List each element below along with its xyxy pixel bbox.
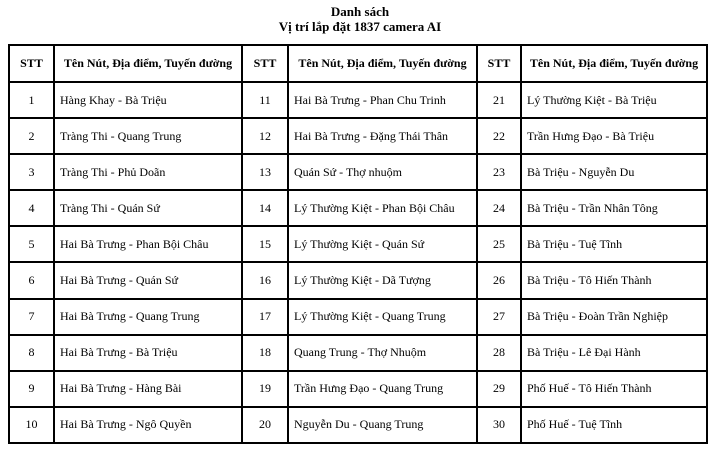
location-cell: Trần Hưng Đạo - Bà Triệu — [521, 118, 707, 154]
stt-cell: 27 — [477, 299, 521, 335]
location-cell: Hai Bà Trưng - Phan Chu Trinh — [288, 82, 477, 118]
location-cell: Hai Bà Trưng - Hàng Bài — [54, 371, 242, 407]
location-cell: Phố Huế - Tô Hiến Thành — [521, 371, 707, 407]
header-row — [9, 45, 707, 82]
location-cell: Trần Hưng Đạo - Quang Trung — [288, 371, 477, 407]
location-cell: Hai Bà Trưng - Quán Sứ — [54, 262, 242, 298]
stt-cell: 23 — [477, 154, 521, 190]
location-cell: Bà Triệu - Đoàn Trần Nghiệp — [521, 299, 707, 335]
stt-cell: 15 — [242, 226, 288, 262]
stt-cell: 17 — [242, 299, 288, 335]
stt-cell: 3 — [9, 154, 54, 190]
location-cell: Hai Bà Trưng - Phan Bội Châu — [54, 226, 242, 262]
table-row — [9, 190, 707, 226]
document-title — [0, 4, 720, 34]
stt-cell: 16 — [242, 262, 288, 298]
location-cell: Lý Thường Kiệt - Dã Tượng — [288, 262, 477, 298]
location-cell: Hàng Khay - Bà Triệu — [54, 82, 242, 118]
stt-cell: 19 — [242, 371, 288, 407]
table-row — [9, 371, 707, 407]
stt-cell: 13 — [242, 154, 288, 190]
camera-locations-table — [8, 44, 708, 444]
stt-cell: 18 — [242, 335, 288, 371]
stt-cell: 11 — [242, 82, 288, 118]
column-header-stt-1: STT — [9, 45, 54, 82]
stt-cell: 5 — [9, 226, 54, 262]
location-cell: Hai Bà Trưng - Bà Triệu — [54, 335, 242, 371]
table-row — [9, 82, 707, 118]
stt-cell: 26 — [477, 262, 521, 298]
location-cell: Quán Sứ - Thợ nhuộm — [288, 154, 477, 190]
location-cell: Lý Thường Kiệt - Quán Sứ — [288, 226, 477, 262]
stt-cell: 28 — [477, 335, 521, 371]
column-header-location-3: Tên Nút, Địa điểm, Tuyến đường — [521, 45, 707, 82]
column-header-location-1: Tên Nút, Địa điểm, Tuyến đường — [54, 45, 242, 82]
location-cell: Quang Trung - Thợ Nhuộm — [288, 335, 477, 371]
stt-cell: 9 — [9, 371, 54, 407]
stt-cell: 29 — [477, 371, 521, 407]
location-cell: Bà Triệu - Tuệ Tĩnh — [521, 226, 707, 262]
location-cell: Hai Bà Trưng - Ngô Quyền — [54, 407, 242, 443]
stt-cell: 12 — [242, 118, 288, 154]
table-row — [9, 299, 707, 335]
location-cell: Tràng Thi - Quán Sứ — [54, 190, 242, 226]
location-cell: Tràng Thi - Phủ Doãn — [54, 154, 242, 190]
table-row — [9, 154, 707, 190]
stt-cell: 8 — [9, 335, 54, 371]
stt-cell: 25 — [477, 226, 521, 262]
location-cell: Bà Triệu - Nguyễn Du — [521, 154, 707, 190]
location-cell: Lý Thường Kiệt - Bà Triệu — [521, 82, 707, 118]
column-header-stt-2: STT — [242, 45, 288, 82]
location-cell: Phố Huế - Tuệ Tĩnh — [521, 407, 707, 443]
table-row — [9, 335, 707, 371]
location-cell: Nguyễn Du - Quang Trung — [288, 407, 477, 443]
table-row — [9, 118, 707, 154]
location-cell: Lý Thường Kiệt - Quang Trung — [288, 299, 477, 335]
stt-cell: 1 — [9, 82, 54, 118]
location-cell: Tràng Thi - Quang Trung — [54, 118, 242, 154]
location-cell: Hai Bà Trưng - Đặng Thái Thân — [288, 118, 477, 154]
location-cell: Bà Triệu - Tô Hiến Thành — [521, 262, 707, 298]
document-title-line2: Vị trí lắp đặt 1837 camera AI — [278, 19, 442, 34]
stt-cell: 20 — [242, 407, 288, 443]
stt-cell: 30 — [477, 407, 521, 443]
stt-cell: 6 — [9, 262, 54, 298]
stt-cell: 14 — [242, 190, 288, 226]
table-row — [9, 407, 707, 443]
table-row — [9, 226, 707, 262]
location-cell: Bà Triệu - Trần Nhân Tông — [521, 190, 707, 226]
stt-cell: 7 — [9, 299, 54, 335]
stt-cell: 24 — [477, 190, 521, 226]
document-title-line1: Danh sách — [330, 4, 390, 19]
location-cell: Hai Bà Trưng - Quang Trung — [54, 299, 242, 335]
stt-cell: 22 — [477, 118, 521, 154]
table-row — [9, 262, 707, 298]
stt-cell: 4 — [9, 190, 54, 226]
location-cell: Bà Triệu - Lê Đại Hành — [521, 335, 707, 371]
column-header-stt-3: STT — [477, 45, 521, 82]
column-header-location-2: Tên Nút, Địa điểm, Tuyến đường — [288, 45, 477, 82]
stt-cell: 2 — [9, 118, 54, 154]
stt-cell: 10 — [9, 407, 54, 443]
stt-cell: 21 — [477, 82, 521, 118]
location-cell: Lý Thường Kiệt - Phan Bội Châu — [288, 190, 477, 226]
